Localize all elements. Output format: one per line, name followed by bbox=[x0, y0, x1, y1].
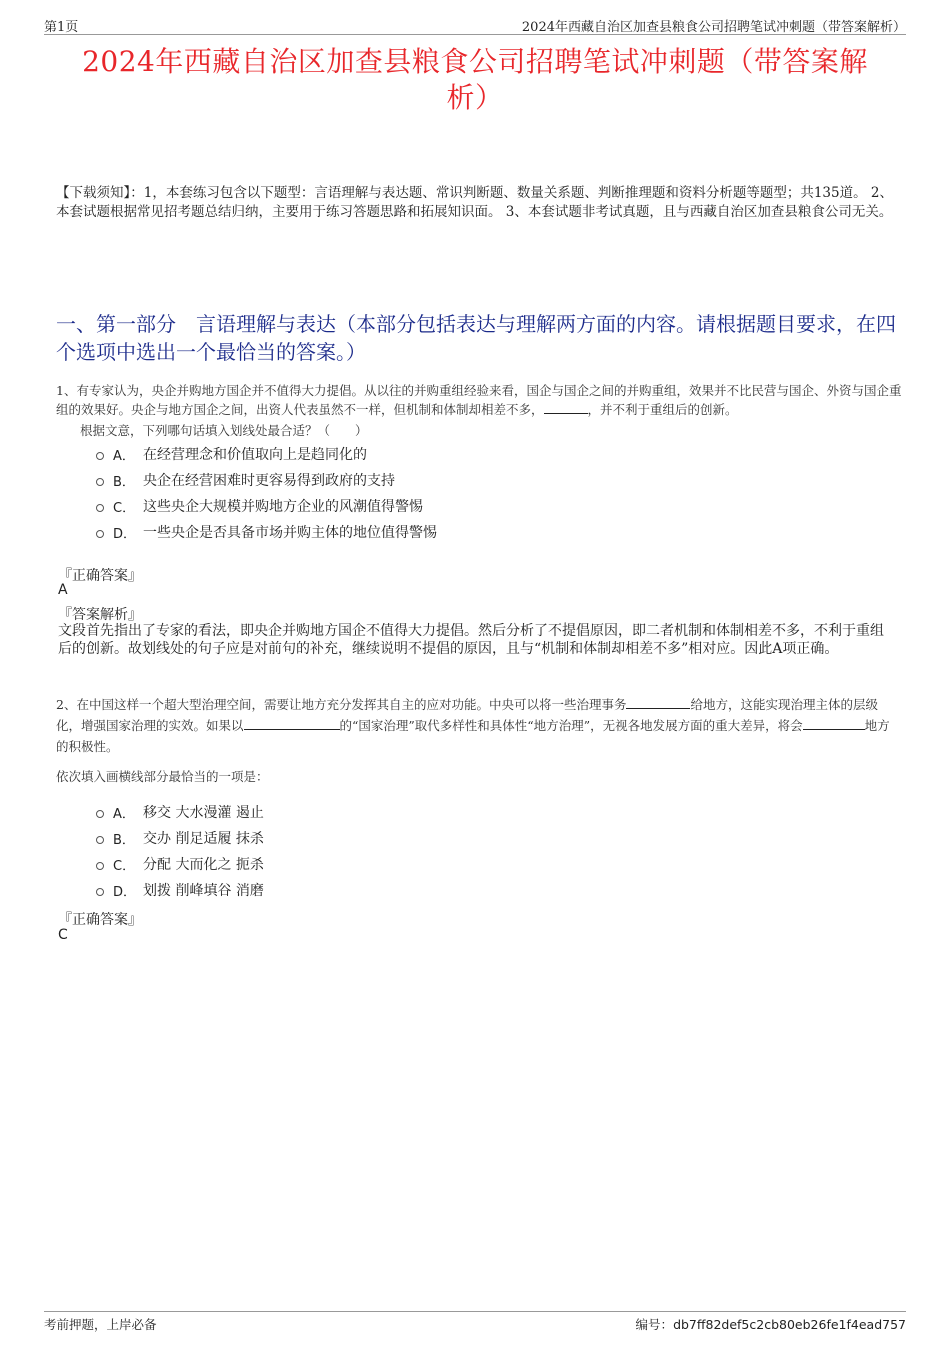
q2-answer: C bbox=[58, 927, 68, 943]
radio-icon[interactable] bbox=[96, 504, 104, 512]
q1-option-d[interactable] bbox=[96, 519, 437, 545]
q2-blank-2 bbox=[244, 717, 340, 730]
question-1-stem bbox=[56, 381, 902, 419]
footer-slogan: 考前押题，上岸必备 bbox=[44, 1317, 157, 1332]
q2-option-c[interactable] bbox=[96, 851, 264, 877]
q1-answer: A bbox=[58, 582, 68, 598]
option-text: 移交 大水漫灌 遏止 bbox=[143, 805, 264, 821]
footer-code-label: 编号： bbox=[635, 1317, 674, 1332]
q2-stem-part-d: 地方的积极性。 bbox=[56, 718, 890, 754]
q2-option-a[interactable] bbox=[96, 799, 264, 825]
option-text: 分配 大而化之 扼杀 bbox=[143, 857, 264, 873]
option-letter: B． bbox=[113, 474, 135, 490]
question-2-stem bbox=[56, 694, 902, 757]
q1-analysis: 文段首先指出了专家的看法，即央企并购地方国企不值得大力提倡。然后分析了不提倡原因，即二者机制和体制相差不多，不利于重组后的创新。故划线处的句子应是对前句的补充，继续说明不提倡的原因，且与“机制和体制却相差不多”相对应。因此A项正确。 bbox=[58, 623, 884, 657]
q2-answer-label: 『正确答案』 bbox=[58, 912, 142, 928]
q2-blank-1 bbox=[626, 696, 690, 709]
title-line-2: 析） bbox=[446, 81, 504, 114]
radio-icon[interactable] bbox=[96, 810, 104, 818]
q1-stem-part-b: ，并不利于重组后的创新。 bbox=[587, 402, 738, 417]
footer-code-value: db7ff82def5c2cb80eb26fe1f4ead757 bbox=[673, 1317, 906, 1332]
option-letter: D． bbox=[113, 526, 137, 542]
radio-icon[interactable] bbox=[96, 836, 104, 844]
q2-stem-part-c: 的“国家治理”取代多样性和具体性“地方治理”，无视各地发展方面的重大差异，将会 bbox=[339, 718, 803, 733]
q2-stem-part-b: 给地方，这能实现治理主体的层级化，增强国家治理的实效。如果以 bbox=[56, 697, 878, 733]
option-letter: B． bbox=[113, 832, 135, 848]
option-text: 这些央企大规模并购地方企业的风潮值得警惕 bbox=[143, 499, 423, 515]
section-heading: 一、第一部分 言语理解与表达（本部分包括表达与理解两方面的内容。请根据题目要求，在四个选项中选出一个最恰当的答案。） bbox=[56, 312, 896, 364]
q2-blank-3 bbox=[803, 717, 865, 730]
page-header bbox=[44, 14, 906, 35]
question-1-prompt: 根据文意，下列哪句话填入划线处最合适？（ ） bbox=[80, 423, 368, 438]
option-letter: D． bbox=[113, 884, 137, 900]
q1-answer-label: 『正确答案』 bbox=[58, 568, 142, 584]
option-text: 在经营理念和价值取向上是趋同化的 bbox=[143, 447, 367, 463]
question-2-prompt: 依次填入画横线部分最恰当的一项是： bbox=[56, 769, 269, 784]
radio-icon[interactable] bbox=[96, 530, 104, 538]
page-number: 第1页 bbox=[44, 20, 79, 35]
q2-option-d[interactable] bbox=[96, 877, 264, 903]
question-2-options bbox=[96, 799, 264, 903]
option-letter: A． bbox=[113, 806, 135, 822]
header-doc-title: 2024年西藏自治区加查县粮食公司招聘笔试冲刺题（带答案解析） bbox=[521, 20, 906, 35]
question-1-options bbox=[96, 441, 437, 545]
q1-option-b[interactable] bbox=[96, 467, 437, 493]
footer-code bbox=[636, 1315, 906, 1333]
q2-option-b[interactable] bbox=[96, 825, 264, 851]
q2-stem-part-a: 2、在中国这样一个超大型治理空间，需要让地方充分发挥其自主的应对功能。中央可以将一些治理事务 bbox=[56, 697, 627, 712]
radio-icon[interactable] bbox=[96, 478, 104, 486]
q1-stem-part-a: 1、有专家认为，央企并购地方国企并不值得大力提倡。从以往的并购重组经验来看，国企与国企之间的并购重组，效果并不比民营与国企、外资与国企重组的效果好。央企与地方国企之间，出资人代表虽然不一样，但机制和体制却相差不多， bbox=[56, 383, 902, 417]
q1-option-a[interactable] bbox=[96, 441, 437, 467]
download-notice: 【下载须知】：1，本套练习包含以下题型：言语理解与表达题、常识判断题、数量关系题、判断推理题和资料分析题等题型；共135道。 2、本套试题根据常见招考题总结归纳，主要用于练习答题思路和拓展知识面。 3、本套试题非考试真题，且与西藏自治区加查县粮食公司无关。 bbox=[56, 185, 893, 220]
option-text: 交办 削足适履 抹杀 bbox=[143, 831, 264, 847]
radio-icon[interactable] bbox=[96, 862, 104, 870]
radio-icon[interactable] bbox=[96, 452, 104, 460]
option-letter: A． bbox=[113, 448, 135, 464]
option-text: 一些央企是否具备市场并购主体的地位值得警惕 bbox=[143, 525, 437, 541]
q1-option-c[interactable] bbox=[96, 493, 437, 519]
option-letter: C． bbox=[113, 500, 136, 516]
option-text: 央企在经营困难时更容易得到政府的支持 bbox=[143, 473, 395, 489]
q1-analysis-label: 『答案解析』 bbox=[58, 607, 142, 623]
q1-blank bbox=[544, 401, 588, 414]
option-text: 划拨 削峰填谷 消磨 bbox=[143, 883, 264, 899]
page-footer bbox=[44, 1311, 906, 1334]
document-title bbox=[40, 44, 910, 116]
title-line-1: 2024年西藏自治区加查县粮食公司招聘笔试冲刺题（带答案解 bbox=[82, 45, 868, 78]
radio-icon[interactable] bbox=[96, 888, 104, 896]
option-letter: C． bbox=[113, 858, 136, 874]
